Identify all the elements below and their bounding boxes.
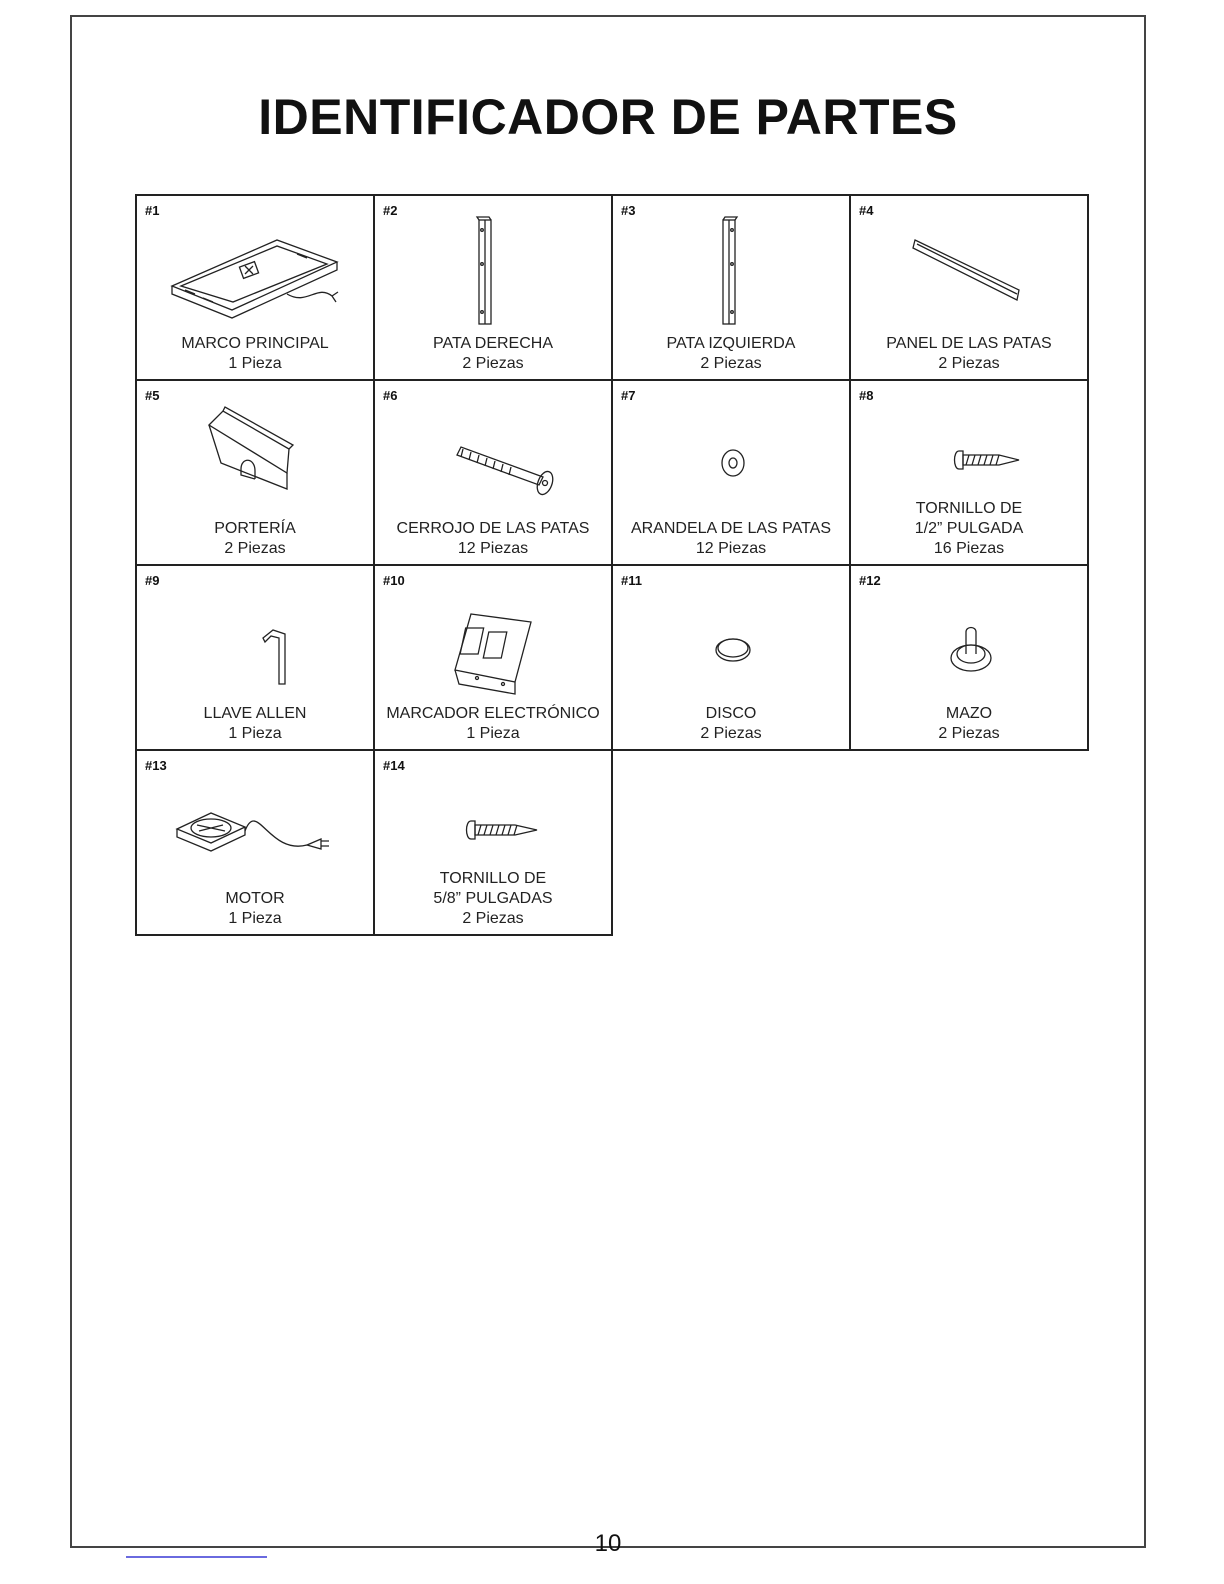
- part-caption: [375, 869, 611, 929]
- part-number: #11: [621, 573, 642, 588]
- part-cell: [137, 566, 375, 751]
- part-number: #1: [145, 203, 160, 218]
- part-number: #2: [383, 203, 398, 218]
- part-caption: [613, 334, 849, 374]
- part-caption: [613, 704, 849, 744]
- mallet-icon: [851, 584, 1085, 702]
- goal-icon: [137, 399, 371, 517]
- allen-key-icon: [137, 584, 371, 702]
- part-number: #13: [145, 758, 167, 773]
- puck-icon: [613, 584, 847, 702]
- part-cell: [375, 196, 613, 381]
- part-quantity: 2 Piezas: [462, 355, 524, 372]
- right-leg-icon: [375, 214, 609, 332]
- part-cell: [137, 751, 375, 936]
- part-quantity: 2 Piezas: [224, 540, 286, 557]
- leg-bolt-icon: [375, 399, 609, 517]
- part-name: PATA IZQUIERDA: [666, 335, 796, 352]
- main-frame-icon: [137, 214, 371, 332]
- part-cell: [613, 566, 851, 751]
- part-quantity: 1 Pieza: [228, 725, 282, 742]
- washer-icon: [613, 399, 847, 517]
- scoreboard-icon: [375, 584, 609, 702]
- part-quantity: 1 Pieza: [466, 725, 520, 742]
- part-caption: [851, 704, 1087, 744]
- part-number: #8: [859, 388, 874, 403]
- part-number: #12: [859, 573, 881, 588]
- part-quantity: 2 Piezas: [938, 725, 1000, 742]
- part-quantity: 2 Piezas: [700, 725, 762, 742]
- part-number: #14: [383, 758, 405, 773]
- part-caption: [851, 499, 1087, 559]
- part-caption: [137, 519, 373, 559]
- part-name: 1/2” PULGADA: [914, 520, 1024, 537]
- part-cell: [851, 566, 1089, 751]
- part-number: #6: [383, 388, 398, 403]
- part-name: PANEL DE LAS PATAS: [886, 335, 1052, 352]
- part-name: MAZO: [945, 705, 993, 722]
- part-cell: [375, 751, 613, 936]
- part-cell: [851, 381, 1089, 566]
- part-cell: [375, 381, 613, 566]
- part-name: MOTOR: [225, 890, 285, 907]
- part-cell: [851, 196, 1089, 381]
- part-name: DISCO: [705, 705, 757, 722]
- part-quantity: 16 Piezas: [933, 540, 1005, 557]
- page-title: IDENTIFICADOR DE PARTES: [258, 89, 958, 145]
- part-number: #10: [383, 573, 405, 588]
- part-cell: [613, 381, 851, 566]
- part-cell: [137, 381, 375, 566]
- part-name: ARANDELA DE LAS PATAS: [630, 520, 832, 537]
- left-leg-icon: [613, 214, 847, 332]
- part-caption: [375, 704, 611, 744]
- part-caption: [137, 704, 373, 744]
- part-quantity: 1 Pieza: [228, 910, 282, 927]
- part-quantity: 1 Pieza: [228, 355, 282, 372]
- part-name: PORTERÍA: [214, 520, 296, 537]
- parts-grid: [135, 194, 1089, 936]
- part-quantity: 2 Piezas: [462, 910, 524, 927]
- part-number: #4: [859, 203, 874, 218]
- part-quantity: 2 Piezas: [700, 355, 762, 372]
- part-name: PATA DERECHA: [432, 335, 554, 352]
- part-caption: [375, 519, 611, 559]
- leg-panel-icon: [851, 214, 1085, 332]
- part-name: TORNILLO DE: [439, 870, 547, 887]
- part-name: MARCADOR ELECTRÓNICO: [386, 705, 600, 722]
- part-caption: [137, 889, 373, 929]
- part-number: #7: [621, 388, 636, 403]
- part-cell: [137, 196, 375, 381]
- part-name: MARCO PRINCIPAL: [181, 335, 329, 352]
- part-caption: [613, 519, 849, 559]
- part-name: CERROJO DE LAS PATAS: [396, 520, 590, 537]
- part-number: #5: [145, 388, 160, 403]
- part-name: TORNILLO DE: [915, 500, 1023, 517]
- part-cell: [613, 196, 851, 381]
- part-caption: [851, 334, 1087, 374]
- part-name: 5/8” PULGADAS: [433, 890, 553, 907]
- part-quantity: 12 Piezas: [457, 540, 529, 557]
- part-cell: [375, 566, 613, 751]
- part-number: #3: [621, 203, 636, 218]
- part-name: LLAVE ALLEN: [203, 705, 307, 722]
- link-underline: [126, 1556, 267, 1558]
- part-caption: [375, 334, 611, 374]
- page-number: 10: [594, 1530, 622, 1557]
- part-number: #9: [145, 573, 160, 588]
- motor-icon: [137, 769, 371, 887]
- part-caption: [137, 334, 373, 374]
- part-quantity: 2 Piezas: [938, 355, 1000, 372]
- part-quantity: 12 Piezas: [695, 540, 767, 557]
